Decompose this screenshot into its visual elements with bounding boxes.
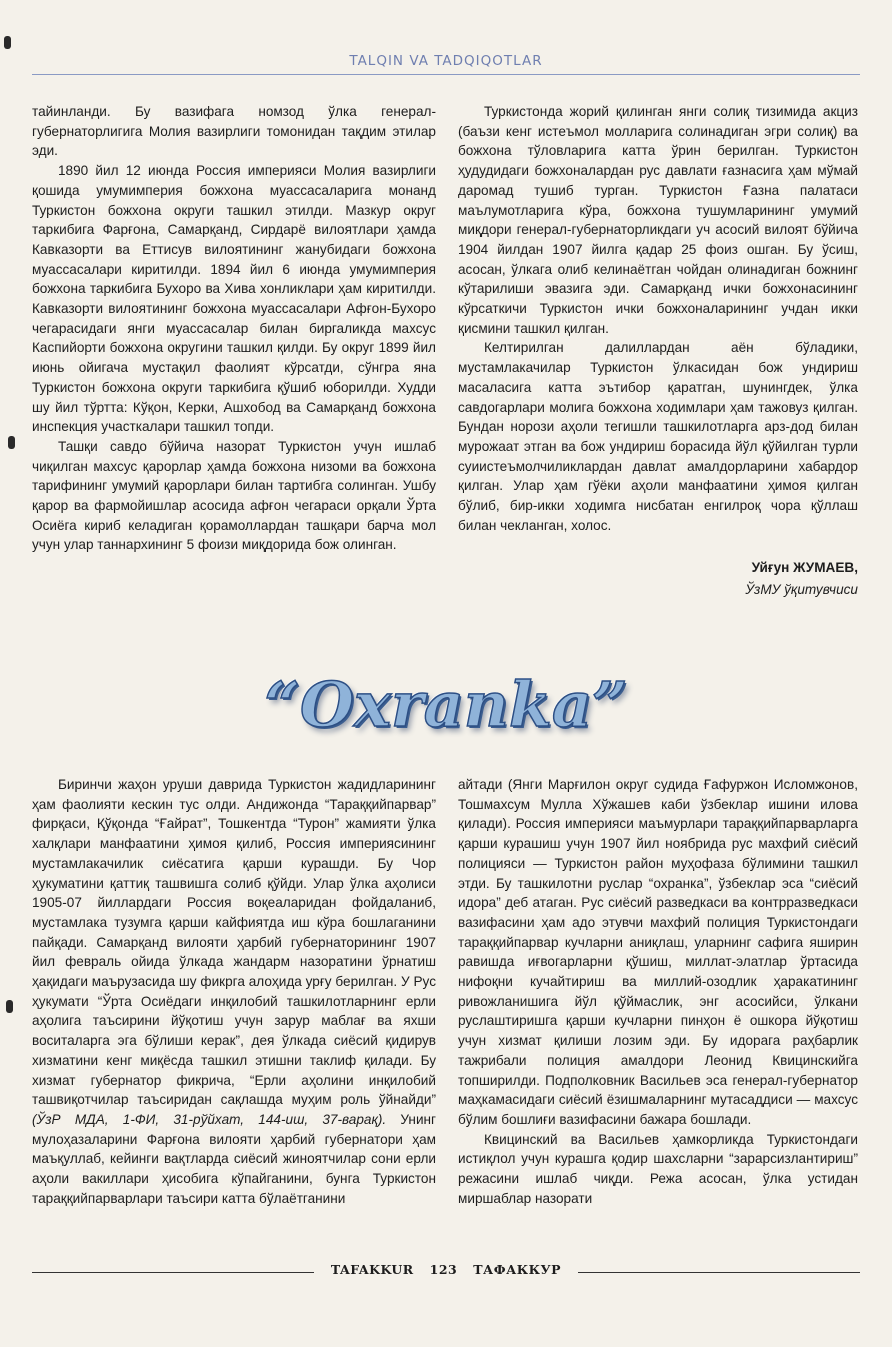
- article-title: “Oxranka”: [264, 668, 628, 741]
- footer-magazine-latin: TAFAKKUR: [330, 1262, 414, 1277]
- binding-hole-mark: [4, 36, 11, 49]
- paragraph-text: Биринчи жаҳон уруши даврида Туркистон жадидларининг ҳам фаолияти кескин тус олди. Андижонда “Тараққийпарвар” фирқаси, Қўқонда “Ғайрат”, Тошкентда “Турон” жамияти ўлка халқлари манфаатини ҳимоя қилиб, Россия империясининг мустамлакачилик сиёсатига қарши курашди. Бу Чор ҳукуматини қаттиқ ташвишга солиб қўйди. Улар ўлка аҳолиси 1905-07 йиллардаги Россия воқеаларидан фойдаланиб, мустамлака тузумга қарши кайфиятда иш кўра бошлаганини пайқади. Самарқанд вилояти ҳарбий губернаторининг 1907 йил февраль ойида ўлкада жандарм назоратини ўрнатиш ҳақидаги маърузасида шу фикрга алоҳида урғу берилган. У Рус ҳукумати “Ўрта Осиёдаги инқилобий ташкилотларнинг ерли аҳолига таъсирини йўқотиш учун зарур маблағ ва яхши воситаларга эга бўлиши керак”, дея ўлкада сиёсий қидирув хизматини кенг миқёсда ташкил этишни таклиф қилади. Бу хизмат губернатор фикрича, “Ерли аҳолини инқилобий ташвиқотчилар таъсиридан сақлашда муҳим роль ўйнайди”: [32, 777, 436, 1108]
- page-footer: [32, 1262, 860, 1282]
- paragraph: Туркистонда жорий қилинган янги солиқ тизимида акциз (баъзи кенг истеъмол молларига солинадиган эгри солиқ) ва божхона тўловларига катта ўрин берилган. Туркистон ҳудудидаги божхоналардан рус давлати ғазнасига ҳам мўмай даромад тушиб турган. Туркистон Ғазна палатаси маълумотларига кўра, божхона тушумларининг умумий миқдори генерал-губернаторликдаги уч асосий вилоят бўйича 1904 йилдан 1907 йилга қадар 25 фоиз ошган. Бу ўсиш, асосан, ўлкага олиб келинаётган чойдан олинадиган божнинг кўтарилиши эвазига эди. Самарқанд ички божхонасининг кўрсаткичи Туркистон ички божхоналарининг учдан икки қисмини ташкил қилган.: [458, 104, 858, 336]
- article-column-top-left: [32, 102, 436, 555]
- paragraph: 1890 йил 12 июнда Россия империяси Молия вазирлиги қошида умумимперия божхона муассасаларига монанд Туркистон божхона округи ташкил этилди. Мазкур округ таркибига Фарғона, Самарқанд, Сирдарё вилоятлари ҳамда Кавказорти ва Еттисув вилоятининг жанубидаги божхона муассасалари киритилди. 1894 йил 6 июнда умумимперия божхона таркибига Бухоро ва Хива хонликлари ҳам киритилди. Кавказорти вилоятининг божхона муассасалари Афғон-Бухоро чегарасидаги янги муассасалар билан биргаликда махсус Каспийорти божхона округини ташкил қилди. Бу округ 1899 йил июнь ойигача мустақил фаолият кўрсатди, сўнгра яна Туркистон божхона округи таркибига қўшиб юборилди. Худди шу йил тўртта: Кўқон, Керки, Ашхобод ва Самарқанд божхона инспекция участкалари ташкил топди.: [32, 163, 436, 435]
- paragraph: [32, 775, 436, 1208]
- paragraph: тайинланди. Бу вазифага номзод ўлка генерал-губернаторлигига Молия вазирлиги томонидан тақдим этилар эди.: [32, 104, 436, 159]
- footer-rule-right: [578, 1272, 860, 1273]
- author-signature: [458, 557, 858, 601]
- page-number: 123: [429, 1262, 458, 1277]
- article-column-bottom-left: [32, 775, 436, 1208]
- paragraph: Ташқи савдо бўйича назорат Туркистон учун ишлаб чиқилган махсус қарорлар ҳамда божхона низоми ва божхона тарифининг умумий қарорлари билан тартибга солинган. Ушбу қарор ва фармойишлар асосида афғон чегараси орқали Ўрта Осиёга кириб келадиган қорамоллардан ташқари барча мол учун улар таннархининг 5 фоизи миқдорида бож олинган.: [32, 438, 436, 553]
- paragraph: Келтирилган далиллардан аён бўладики, мустамлакачилар Туркистон ўлкасидан бож ундириш масаласига катта эътибор қаратган, шунингдек, ўлка савдогарлари молига божхона ходимлари ҳам тажовуз қилган. Бундан норози аҳоли тегишли ташкилотларга арз-дод билан мурожаат этган ва бож ундириш борасида йўл қўйилган турли суиистеъмолчиликлардан давлат амалдорларини хабардор қилган. Улар ҳам гўёки аҳоли манфаатини ҳимоя қилган бўлиб, бир-икки ходимга нисбатан енгилроқ чора қўллаш билан чекланган, холос.: [458, 340, 858, 533]
- binding-hole-mark: [8, 436, 15, 449]
- footer-label: [32, 1262, 860, 1277]
- author-title: ЎзМУ ўқитувчиси: [745, 582, 858, 598]
- header-divider: [32, 74, 860, 75]
- paragraph: Квицинский ва Васильев ҳамкорликда Туркистондаги истиқлол учун курашга қодир шахсларни “зарарсизлантириш” режасини ишлаб чиқди. Режа асосан, ўлка устидан миршаблар назорати: [458, 1131, 858, 1206]
- footer-magazine-cyrillic: ТАФАККУР: [473, 1262, 562, 1277]
- article-column-bottom-right: [458, 775, 858, 1208]
- article-title-banner: [250, 660, 642, 750]
- binding-hole-mark: [6, 1000, 13, 1013]
- author-name: Уйғун ЖУМАЕВ,: [751, 560, 858, 576]
- article-column-top-right: [458, 102, 858, 601]
- archive-reference: (ЎзР МДА, 1-ФИ, 31-рўйхат, 144-иш, 37-варақ).: [32, 1111, 387, 1127]
- section-header: TALQIN VA TADQIQOTLAR: [349, 53, 543, 69]
- paragraph-text: Унинг мулоҳазаларини Фарғона вилояти ҳарбий губернатори ҳам маъқуллаб, кейинги вақтларда сиёсий жиноятчилар сони ерли аҳоли вакиллари ҳисобига кўпайганини, бунга Туркистон тараққийпарварлари таъсири катта бўлаётганини: [32, 1111, 436, 1206]
- paragraph: айтади (Янги Марғилон округ судида Ғафуржон Исломжонов, Тошмахсум Мулла Хўжашев каби ўзбеклар ишини илова қилади). Россия империяси маъмурлари тараққийпарварларга қарши курашиш учун 1907 йил ноябрида рус махфий сиёсий полицияси — Туркистон район муҳофаза бўлимини ташкил этди. Бу ташкилотни руслар “охранка”, ўзбеклар эса “сиёсий идора” деб атаган. Рус сиёсий разведкаси ва контрразведкаси вазифасини ҳам адо этувчи махфий полиция Туркистондаги тараққийпарвар кучларни аниқлаш, уларнинг сафига яширин равишда иғвогарларни қўшиш, миллат-элатлар ўртасида нифоқни кучайтириш ва миллий-озодлик ҳаракатининг ривожланишига йўл қўймаслик, энг асосийси, ўлкани руслаштиришга қарши кучларни пинҳон ё ошкора йўқотиш учун хизмат қилиши лозим эди. Бу идорага раҳбарлик тажрибали полиция амалдори Леонид Квицинскийга топширилди. Подполковник Васильев эса генерал-губернатор маҳкамасидаги сиёсий ёзишмаларнинг мутасаддиси — махсус бўлим бошлиғи вазифасини бажара бошлади.: [458, 777, 858, 1127]
